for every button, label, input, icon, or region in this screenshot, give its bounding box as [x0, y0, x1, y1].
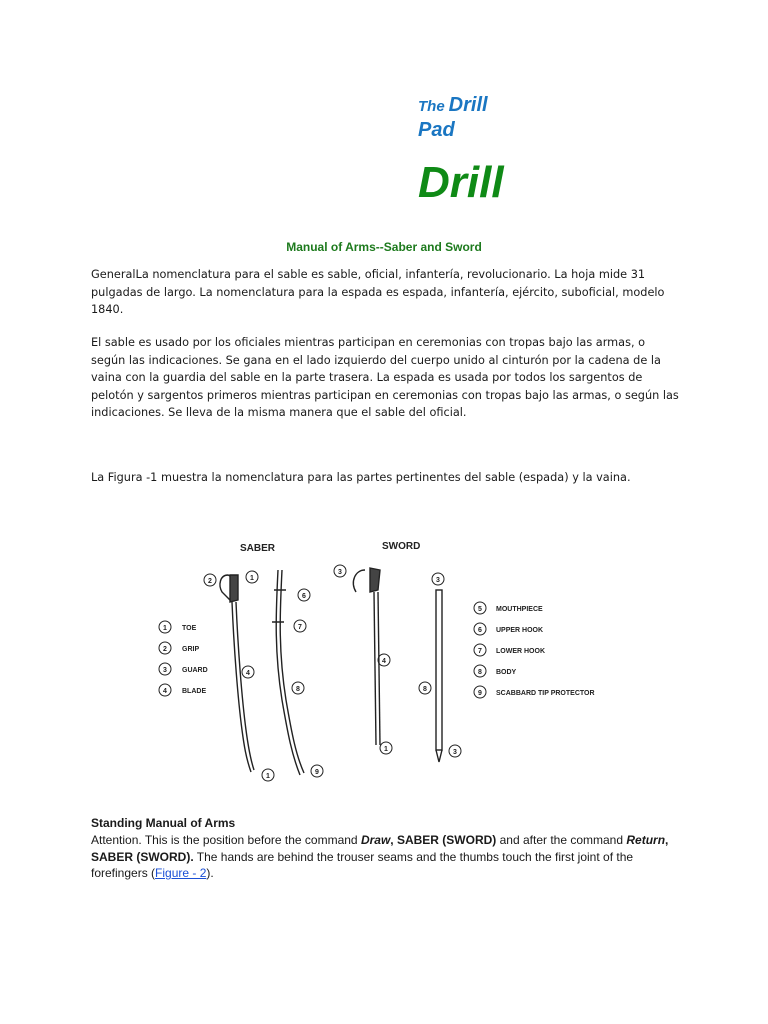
svg-text:1: 1	[266, 773, 270, 780]
section-subtitle: Manual of Arms--Saber and Sword	[286, 240, 482, 254]
svg-text:3: 3	[338, 569, 342, 576]
page-title: Drill	[418, 158, 504, 207]
command-return: Return	[626, 833, 666, 847]
svg-text:3: 3	[453, 749, 457, 756]
legend-num-blade: 4	[163, 688, 167, 695]
legend-num-body: 8	[478, 669, 482, 676]
svg-text:1: 1	[384, 746, 388, 753]
paragraph-figure-ref: La Figura -1 muestra la nomenclatura para las partes pertinentes del sable (espada) y la vaina.	[91, 471, 631, 484]
legend-label-guard: GUARD	[182, 667, 208, 674]
svg-text:4: 4	[382, 658, 386, 665]
svg-text:9: 9	[315, 769, 319, 776]
legend-num-mouthpiece: 5	[478, 606, 482, 613]
logo-pad: Pad	[418, 119, 455, 141]
site-logo[interactable]	[418, 94, 488, 142]
figure-saber-label: SABER	[240, 543, 276, 554]
figure-sword-label: SWORD	[382, 541, 421, 552]
legend-num-grip: 2	[163, 646, 167, 653]
legend-num-guard: 3	[163, 667, 167, 674]
body-text-6: ).	[206, 866, 214, 880]
command-draw-saber: , SABER (SWORD)	[390, 833, 497, 847]
saber-scabbard-drawing	[272, 570, 304, 775]
logo-the: The	[418, 98, 445, 115]
body-text-1: Attention. This is the position before the command	[91, 833, 361, 847]
legend-label-upper-hook: UPPER HOOK	[496, 627, 544, 634]
legend-left	[159, 621, 208, 696]
sword-scabbard-drawing	[436, 590, 442, 762]
section-body	[91, 832, 681, 882]
svg-text:7: 7	[298, 624, 302, 631]
svg-text:2: 2	[208, 578, 212, 585]
legend-num-toe: 1	[163, 625, 167, 632]
legend-num-upper-hook: 6	[478, 627, 482, 634]
legend-label-body: BODY	[496, 669, 517, 676]
saber-sword-figure	[150, 530, 630, 790]
legend-label-tip-protector: SCABBARD TIP PROTECTOR	[496, 690, 595, 697]
body-text-5: The hands are behind the trouser seams and the thumbs touch the first joint of the forefingers (	[91, 849, 634, 880]
svg-text:1: 1	[250, 575, 254, 582]
paragraph-saber-use: El sable es usado por los oficiales mientras participan en ceremonias con tropas bajo las armas, o según las indicaciones. Se gana en el lado izquierdo del cuerpo unido al cinturón por la cadena de la vaina con la guardia del sable en la parte trasera. La espada es usada por todos los sargentos de pelotón y sargentos primeros mientras participan en ceremonias con tropas bajo las armas, o según las indicaciones. Se lleva de la misma manera que el sable del oficial.	[91, 336, 679, 420]
legend-label-toe: TOE	[182, 625, 197, 632]
legend-num-lower-hook: 7	[478, 648, 482, 655]
figure-2-link[interactable]: Figure - 2	[155, 866, 207, 880]
legend-num-tip-protector: 9	[478, 690, 482, 697]
legend-label-lower-hook: LOWER HOOK	[496, 648, 545, 655]
command-draw: Draw	[360, 833, 391, 847]
section-title: Standing Manual of Arms	[91, 816, 236, 830]
command-return-saber: , SABER (SWORD).	[91, 833, 669, 864]
legend-label-blade: BLADE	[182, 688, 207, 695]
legend-label-grip: GRIP	[182, 646, 200, 653]
svg-text:3: 3	[436, 577, 440, 584]
sword-drawing	[353, 568, 380, 745]
svg-text:8: 8	[296, 686, 300, 693]
body-text-3: and after the command	[496, 833, 627, 847]
legend-label-mouthpiece: MOUTHPIECE	[496, 606, 543, 613]
svg-text:8: 8	[423, 686, 427, 693]
svg-text:4: 4	[246, 670, 250, 677]
svg-text:6: 6	[302, 593, 306, 600]
paragraph-general: GeneralLa nomenclatura para el sable es sable, oficial, infantería, revolucionario. La hoja mide 31 pulgadas de largo. La nomenclatura para la espada es espada, infantería, ejército, suboficial, modelo 1840.	[91, 268, 665, 317]
legend-right	[474, 602, 595, 698]
logo-drill: Drill	[448, 94, 488, 116]
